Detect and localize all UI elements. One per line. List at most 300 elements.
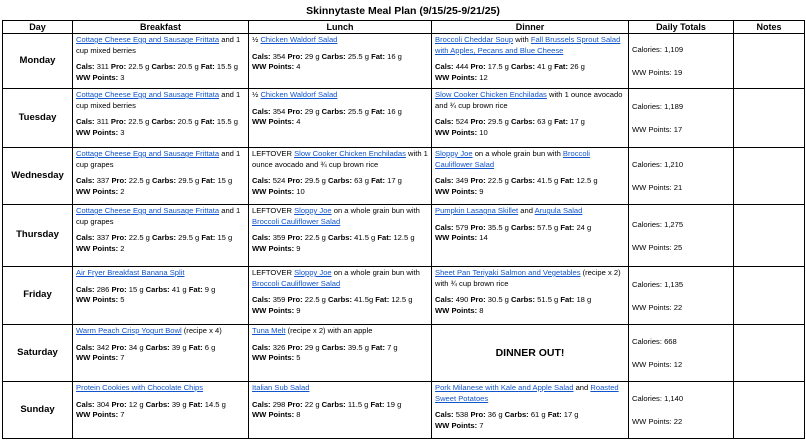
fat-label: Fat: <box>370 399 385 409</box>
header-breakfast: Breakfast <box>73 21 249 34</box>
dinner-cell <box>432 34 629 89</box>
ww-points-label: WW Points: <box>632 68 674 77</box>
cals-label: Cals: <box>252 342 271 352</box>
ww-points-value: 8 <box>294 410 301 420</box>
pro-label: Pro: <box>111 399 127 409</box>
cals-value: 337 <box>94 233 112 243</box>
pro-label: Pro: <box>287 342 303 352</box>
cals-label: Cals: <box>435 222 454 232</box>
carbs-label: Carbs: <box>151 117 176 127</box>
breakfast-cell <box>73 205 249 267</box>
daily-totals <box>629 325 734 382</box>
cals-value: 490 <box>453 295 471 305</box>
breakfast-description <box>76 268 245 279</box>
pro-value: 29.5 g <box>302 176 328 186</box>
table-row <box>3 382 805 439</box>
header-dinner: Dinner <box>432 21 629 34</box>
dinner-description: Pumpkin Lasagna Skillet and Arugula Salad <box>435 206 583 215</box>
total-ww-points <box>632 359 730 370</box>
ww-points-value: 12 <box>477 72 488 82</box>
lunch-ww-points <box>252 62 428 73</box>
total-calories <box>632 219 730 230</box>
breakfast-ww-points <box>76 295 245 306</box>
dinner-description: Sloppy Joe on a whole grain bun with Broccoli Cauliflower Salad <box>435 149 590 169</box>
daily-totals <box>629 89 734 148</box>
cals-value: 444 <box>453 62 471 72</box>
ww-points-value: 5 <box>294 353 301 363</box>
calories-label: Calories: <box>632 45 665 54</box>
ww-points-value: 2 <box>118 186 125 196</box>
lunch-cell <box>249 205 432 267</box>
breakfast-macros <box>76 176 245 187</box>
ww-points-label: WW Points: <box>76 295 119 305</box>
ww-points-value: 10 <box>477 127 488 137</box>
breakfast-ww-points <box>76 128 245 139</box>
cals-label: Cals: <box>76 284 95 294</box>
recipe-link[interactable]: Fall Brussels Sprout Salad with Apples, Pecans and Blue Cheese <box>435 35 621 55</box>
lunch-cell <box>249 382 432 439</box>
lunch-description <box>252 383 428 394</box>
ww-points-value: 9 <box>477 186 484 196</box>
fat-label: Fat: <box>200 62 215 72</box>
carbs-label: Carbs: <box>511 295 536 305</box>
lunch-cell <box>249 325 432 382</box>
carbs-value: 63 g <box>535 117 555 127</box>
total-ww-points <box>632 416 730 427</box>
recipe-link[interactable]: Italian Sub Salad <box>252 383 310 392</box>
carbs-label: Carbs: <box>511 62 536 72</box>
carbs-value: 41 g <box>535 62 555 72</box>
ww-points-label: WW Points: <box>435 305 478 315</box>
breakfast-ww-points <box>76 187 245 198</box>
notes-cell[interactable] <box>734 267 805 325</box>
cals-value: 359 <box>270 233 288 243</box>
cals-value: 538 <box>453 410 471 420</box>
carbs-value: 63 g <box>352 176 372 186</box>
ww-points-value: 22 <box>673 417 683 426</box>
calories-value: 1,109 <box>664 45 684 54</box>
recipe-link[interactable]: Sloppy Joe <box>435 149 473 158</box>
recipe-link[interactable]: Warm Peach Crisp Yogurt Bowl <box>76 326 182 335</box>
ww-points-label: WW Points: <box>632 417 674 426</box>
carbs-value: 20.5 g <box>175 117 201 127</box>
day-label: Tuesday <box>3 89 73 148</box>
ww-points-label: WW Points: <box>76 410 119 420</box>
carbs-value: 39 g <box>169 399 189 409</box>
carbs-value: 29.5 g <box>176 176 202 186</box>
fat-label: Fat: <box>371 51 385 61</box>
fat-value: 7 g <box>384 342 398 352</box>
carbs-value: 41.5 g <box>352 233 378 243</box>
recipe-link[interactable]: Protein Cookies with Chocolate Chips <box>76 383 204 392</box>
pro-label: Pro: <box>111 176 127 186</box>
cals-label: Cals: <box>252 106 271 116</box>
carbs-value: 41.5 g <box>535 176 561 186</box>
total-ww-points <box>632 124 730 135</box>
breakfast-description: Cottage Cheese Egg and Sausage Frittata and 1 cup grapes <box>76 206 241 226</box>
notes-cell[interactable] <box>734 89 805 148</box>
ww-points-value: 4 <box>294 62 301 72</box>
day-label: Sunday <box>3 382 73 439</box>
cals-value: 349 <box>453 176 471 186</box>
daily-totals <box>629 205 734 267</box>
ww-points-value: 9 <box>294 305 301 315</box>
breakfast-cell <box>73 325 249 382</box>
carbs-label: Carbs: <box>151 62 176 72</box>
dinner-description: Pork Milanese with Kale and Apple Salad and Roasted Sweet Potatoes <box>435 383 619 403</box>
notes-cell[interactable] <box>734 205 805 267</box>
table-row <box>3 34 805 89</box>
lunch-description: Tuna Melt (recipe x 2) with an apple <box>252 326 373 335</box>
carbs-label: Carbs: <box>321 399 346 409</box>
ww-points-value: 17 <box>673 125 683 134</box>
cals-value: 579 <box>453 222 471 232</box>
total-calories <box>632 336 730 347</box>
recipe-link[interactable]: Chicken Waldorf Salad <box>260 35 338 44</box>
pro-value: 29 g <box>302 342 322 352</box>
recipe-link[interactable]: Sloppy Joe <box>294 206 332 215</box>
recipe-link[interactable]: Slow Cooker Chicken Enchiladas <box>294 149 406 158</box>
dinner-cell <box>432 89 629 148</box>
pro-label: Pro: <box>470 222 486 232</box>
lunch-macros <box>252 400 428 411</box>
ww-points-value: 3 <box>118 127 125 137</box>
calories-label: Calories: <box>632 102 665 111</box>
dinner-ww-points <box>435 421 625 432</box>
daily-totals <box>629 148 734 205</box>
calories-value: 1,140 <box>664 394 684 403</box>
cals-label: Cals: <box>76 117 95 127</box>
breakfast-macros <box>76 62 245 73</box>
calories-value: 1,210 <box>664 160 684 169</box>
fat-value: 16 g <box>384 106 402 116</box>
breakfast-macros <box>76 117 245 128</box>
carbs-label: Carbs: <box>328 295 353 305</box>
ww-points-label: WW Points: <box>252 243 295 253</box>
recipe-link[interactable]: Sloppy Joe <box>294 268 332 277</box>
carbs-label: Carbs: <box>328 176 353 186</box>
carbs-value: 20.5 g <box>175 62 201 72</box>
carbs-label: Carbs: <box>145 284 170 294</box>
lunch-description: LEFTOVER Sloppy Joe on a whole grain bun with Broccoli Cauliflower Salad <box>252 206 420 226</box>
lunch-cell <box>249 148 432 205</box>
ww-points-label: WW Points: <box>252 353 295 363</box>
total-calories <box>632 393 730 404</box>
recipe-link[interactable]: Cottage Cheese Egg and Sausage Frittata <box>76 206 220 215</box>
dinner-out: DINNER OUT! <box>432 325 629 382</box>
total-calories <box>632 44 730 55</box>
carbs-label: Carbs: <box>321 342 346 352</box>
pro-value: 22.5 g <box>302 295 328 305</box>
ww-points-label: WW Points: <box>252 410 295 420</box>
cals-label: Cals: <box>252 176 271 186</box>
fat-label: Fat: <box>554 117 568 127</box>
ww-points-value: 14 <box>477 233 488 243</box>
table-row <box>3 325 805 382</box>
pro-label: Pro: <box>111 342 127 352</box>
carbs-value: 39.5 g <box>345 342 372 352</box>
fat-label: Fat: <box>547 410 562 420</box>
recipe-link[interactable]: Chicken Waldorf Salad <box>260 90 338 99</box>
day-label: Thursday <box>3 205 73 267</box>
fat-label: Fat: <box>560 295 575 305</box>
dinner-description: Sheet Pan Teriyaki Salmon and Vegetables (recipe x 2) with ¾ cup brown rice <box>435 268 621 288</box>
recipe-link[interactable]: Roasted Sweet Potatoes <box>435 383 619 403</box>
carbs-value: 61 g <box>528 410 548 420</box>
cals-label: Cals: <box>435 410 454 420</box>
recipe-link[interactable]: Cottage Cheese Egg and Sausage Frittata <box>76 90 220 99</box>
plan-title: Skinnytaste Meal Plan (9/15/25-9/21/25) <box>306 5 500 17</box>
carbs-label: Carbs: <box>511 176 536 186</box>
ww-points-value: 21 <box>673 183 683 192</box>
lunch-macros <box>252 343 428 354</box>
ww-points-value: 7 <box>477 420 484 430</box>
breakfast-cell <box>73 34 249 89</box>
pro-label: Pro: <box>470 410 486 420</box>
dinner-macros <box>435 176 625 187</box>
recipe-link[interactable]: Broccoli Cheddar Soup <box>435 35 514 44</box>
lunch-ww-points <box>252 187 428 198</box>
dinner-macros <box>435 117 625 128</box>
header-lunch: Lunch <box>249 21 432 34</box>
fat-label: Fat: <box>188 284 203 294</box>
breakfast-macros <box>76 400 245 411</box>
pro-value: 36 g <box>485 410 505 420</box>
pro-value: 29 g <box>302 106 322 116</box>
cals-label: Cals: <box>252 51 271 61</box>
cals-value: 524 <box>453 117 471 127</box>
table-row <box>3 205 805 267</box>
fat-value: 14.5 g <box>202 399 226 409</box>
pro-value: 35.5 g <box>485 222 511 232</box>
pro-label: Pro: <box>111 284 127 294</box>
ww-points-value: 4 <box>294 117 301 127</box>
header-row <box>3 21 805 34</box>
breakfast-description: Cottage Cheese Egg and Sausage Frittata and 1 cup mixed berries <box>76 35 241 55</box>
fat-value: 15 g <box>215 233 233 243</box>
lunch-macros <box>252 52 428 63</box>
cals-value: 524 <box>270 176 288 186</box>
cals-label: Cals: <box>252 295 271 305</box>
carbs-value: 25.5 g <box>345 51 372 61</box>
lunch-macros <box>252 233 428 244</box>
fat-value: 9 g <box>202 284 216 294</box>
pro-label: Pro: <box>287 399 303 409</box>
recipe-link[interactable]: Broccoli Cauliflower Salad <box>252 216 341 226</box>
fat-label: Fat: <box>371 342 385 352</box>
meal-rows <box>3 34 805 439</box>
pro-value: 15 g <box>126 284 146 294</box>
recipe-link[interactable]: Pumpkin Lasagna Skillet <box>435 206 519 215</box>
calories-label: Calories: <box>632 337 665 346</box>
fat-label: Fat: <box>377 233 392 243</box>
fat-label: Fat: <box>188 399 203 409</box>
ww-points-label: WW Points: <box>76 243 119 253</box>
lunch-ww-points <box>252 306 428 317</box>
cals-label: Cals: <box>435 176 454 186</box>
calories-value: 668 <box>664 337 677 346</box>
pro-label: Pro: <box>287 176 303 186</box>
total-calories <box>632 279 730 290</box>
lunch-macros <box>252 107 428 118</box>
recipe-link[interactable]: Cottage Cheese Egg and Sausage Frittata <box>76 149 220 158</box>
cals-label: Cals: <box>252 399 271 409</box>
pro-value: 34 g <box>126 342 146 352</box>
fat-label: Fat: <box>201 233 216 243</box>
pro-label: Pro: <box>470 295 486 305</box>
total-ww-points <box>632 182 730 193</box>
day-label: Wednesday <box>3 148 73 205</box>
lunch-description: LEFTOVER Slow Cooker Chicken Enchiladas with 1 ounce avocado and ¾ cup brown rice <box>252 149 428 169</box>
calories-label: Calories: <box>632 279 665 289</box>
carbs-value: 41 g <box>169 284 189 294</box>
dinner-description: Slow Cooker Chicken Enchiladas with 1 ounce avocado and ¾ cup brown rice <box>435 90 623 110</box>
breakfast-cell <box>73 267 249 325</box>
pro-label: Pro: <box>287 233 303 243</box>
carbs-label: Carbs: <box>145 399 170 409</box>
carbs-label: Carbs: <box>152 233 177 243</box>
fat-value: 18 g <box>574 295 592 305</box>
ww-points-label: WW Points: <box>76 353 119 363</box>
dinner-cell <box>432 267 629 325</box>
dinner-ww-points <box>435 233 625 244</box>
carbs-label: Carbs: <box>328 233 353 243</box>
notes-cell[interactable] <box>734 34 805 89</box>
fat-value: 17 g <box>384 176 402 186</box>
total-ww-points <box>632 302 730 313</box>
recipe-link[interactable]: Tuna Melt <box>252 326 286 335</box>
fat-value: 6 g <box>202 342 216 352</box>
ww-points-value: 2 <box>118 243 125 253</box>
pro-label: Pro: <box>110 117 127 127</box>
pro-value: 22.5 g <box>485 176 511 186</box>
pro-label: Pro: <box>287 51 303 61</box>
carbs-value: 39 g <box>169 342 189 352</box>
lunch-description: ½ Chicken Waldorf Salad <box>252 90 338 99</box>
fat-value: 26 g <box>567 62 585 72</box>
dinner-ww-points <box>435 306 625 317</box>
lunch-description: LEFTOVER Sloppy Joe on a whole grain bun with Broccoli Cauliflower Salad <box>252 268 420 288</box>
carbs-value: 11.5 g <box>345 399 371 409</box>
pro-value: 22.5 g <box>126 117 152 127</box>
fat-value: 15.5 g <box>214 117 238 127</box>
pro-label: Pro: <box>110 62 127 72</box>
lunch-cell <box>249 89 432 148</box>
ww-points-label: WW Points: <box>435 72 478 82</box>
pro-value: 30.5 g <box>485 295 511 305</box>
breakfast-description: Warm Peach Crisp Yogurt Bowl (recipe x 4) <box>76 326 222 335</box>
breakfast-cell <box>73 382 249 439</box>
lunch-ww-points <box>252 410 428 421</box>
recipe-link[interactable]: Air Fryer Breakfast Banana Split <box>76 268 185 277</box>
calories-label: Calories: <box>632 394 665 403</box>
carbs-value: 29.5 g <box>176 233 202 243</box>
ww-points-value: 3 <box>118 72 125 82</box>
recipe-link[interactable]: Sheet Pan Teriyaki Salmon and Vegetables <box>435 268 581 277</box>
fat-value: 12.5 g <box>389 295 413 305</box>
carbs-label: Carbs: <box>145 342 170 352</box>
header-notes: Notes <box>734 21 805 34</box>
cals-label: Cals: <box>76 233 95 243</box>
fat-label: Fat: <box>554 62 568 72</box>
breakfast-ww-points <box>76 353 245 364</box>
lunch-macros <box>252 295 428 306</box>
fat-label: Fat: <box>201 176 216 186</box>
dinner-description: Broccoli Cheddar Soup with Fall Brussels Sprout Salad with Apples, Pecans and Blue Cheese <box>435 35 621 55</box>
pro-value: 22 g <box>302 399 322 409</box>
cals-value: 354 <box>270 106 288 116</box>
ww-points-label: WW Points: <box>435 233 478 243</box>
cals-value: 311 <box>94 117 111 127</box>
calories-label: Calories: <box>632 160 665 169</box>
carbs-label: Carbs: <box>504 410 529 420</box>
carbs-value: 41.5g <box>352 295 376 305</box>
notes-cell[interactable] <box>734 382 805 439</box>
cals-label: Cals: <box>76 176 95 186</box>
cals-value: 337 <box>94 176 112 186</box>
fat-label: Fat: <box>200 117 215 127</box>
cals-value: 304 <box>94 399 112 409</box>
pro-value: 17.5 g <box>485 62 511 72</box>
fat-label: Fat: <box>371 176 385 186</box>
ww-points-label: WW Points: <box>632 360 674 369</box>
fat-label: Fat: <box>375 295 390 305</box>
cals-value: 298 <box>270 399 288 409</box>
carbs-label: Carbs: <box>321 106 346 116</box>
cals-value: 342 <box>94 342 112 352</box>
recipe-link[interactable]: Broccoli Cauliflower Salad <box>252 278 341 288</box>
notes-cell[interactable] <box>734 148 805 205</box>
daily-totals <box>629 267 734 325</box>
fat-label: Fat: <box>560 222 575 232</box>
pro-value: 29.5 g <box>485 117 511 127</box>
ww-points-value: 7 <box>118 410 125 420</box>
ww-points-label: WW Points: <box>252 62 295 72</box>
carbs-value: 51.5 g <box>535 295 561 305</box>
breakfast-ww-points <box>76 244 245 255</box>
dinner-cell <box>432 382 629 439</box>
pro-value: 22.5 g <box>126 176 152 186</box>
breakfast-ww-points <box>76 73 245 84</box>
cals-value: 326 <box>270 342 288 352</box>
ww-points-value: 5 <box>118 295 125 305</box>
cals-value: 311 <box>94 62 111 72</box>
dinner-macros <box>435 295 625 306</box>
recipe-link[interactable]: Cottage Cheese Egg and Sausage Frittata <box>76 35 220 44</box>
recipe-link[interactable]: Slow Cooker Chicken Enchiladas <box>435 90 547 99</box>
ww-points-label: WW Points: <box>435 186 478 196</box>
ww-points-label: WW Points: <box>252 186 295 196</box>
recipe-link[interactable]: Arugula Salad <box>534 206 583 215</box>
ww-points-value: 12 <box>673 360 683 369</box>
carbs-label: Carbs: <box>511 222 536 232</box>
recipe-link[interactable]: Broccoli Cauliflower Salad <box>435 149 590 169</box>
header-day: Day <box>3 21 73 34</box>
header-daily-totals: Daily Totals <box>629 21 734 34</box>
cals-label: Cals: <box>435 117 454 127</box>
notes-cell[interactable] <box>734 325 805 382</box>
fat-label: Fat: <box>560 176 575 186</box>
daily-totals <box>629 34 734 89</box>
ww-points-label: WW Points: <box>76 72 119 82</box>
fat-value: 17 g <box>561 410 579 420</box>
breakfast-ww-points <box>76 410 245 421</box>
breakfast-description <box>76 383 245 394</box>
ww-points-label: WW Points: <box>632 183 674 192</box>
pro-label: Pro: <box>287 295 303 305</box>
recipe-link[interactable]: Pork Milanese with Kale and Apple Salad <box>435 383 574 392</box>
cals-label: Cals: <box>76 399 95 409</box>
